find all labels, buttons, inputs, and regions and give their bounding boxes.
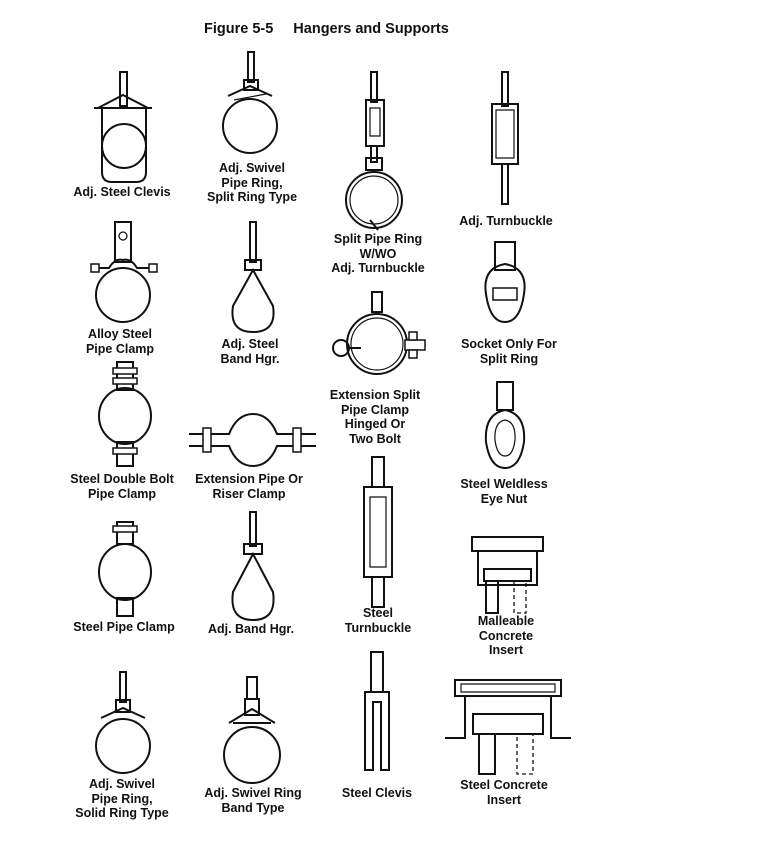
label-malleable-concrete-insert xyxy=(478,614,534,658)
label-line: Eye Nut xyxy=(480,491,528,506)
label-line: Adj. Swivel xyxy=(218,161,285,175)
label-line: Steel Weldless xyxy=(460,477,548,491)
adj-swivel-solid-ring-drawing xyxy=(93,670,153,780)
label-line: Solid Ring Type xyxy=(75,806,169,820)
label-line: Split Ring xyxy=(479,351,539,366)
label-line: Split Ring Type xyxy=(206,190,298,204)
label-line: Steel Pipe Clamp xyxy=(73,620,175,634)
label-line: Steel Double Bolt xyxy=(70,472,174,486)
adj-swivel-split-ring-drawing xyxy=(220,50,280,160)
label-line: Concrete xyxy=(478,628,534,643)
label-line: Socket Only For xyxy=(461,337,557,351)
extension-split-pipe-clamp-drawing xyxy=(325,290,430,390)
adj-swivel-ring-band-drawing xyxy=(223,675,283,790)
label-alloy-steel-pipe-clamp xyxy=(86,327,154,356)
label-split-pipe-ring xyxy=(331,232,425,276)
socket-split-ring-drawing xyxy=(480,240,530,325)
label-adj-steel-band-hgr xyxy=(220,337,279,366)
extension-riser-clamp-drawing xyxy=(185,410,320,470)
label-line: Riser Clamp xyxy=(212,486,286,501)
steel-pipe-clamp-drawing xyxy=(95,520,155,620)
label-line: Adj. Swivel Ring xyxy=(204,786,302,800)
adj-steel-clevis-drawing xyxy=(92,70,170,185)
adj-turnbuckle-drawing xyxy=(480,70,530,210)
label-line: Alloy Steel xyxy=(88,327,152,341)
label-line: Pipe Clamp xyxy=(85,341,155,356)
label-line: Steel Concrete xyxy=(460,778,548,792)
adj-band-hgr-drawing xyxy=(225,510,285,625)
label-line: Split Pipe Ring xyxy=(333,232,423,246)
label-line: Turnbuckle xyxy=(344,620,412,635)
figure-number: Figure 5-5 xyxy=(204,21,274,37)
label-line: Pipe Ring, xyxy=(221,175,283,190)
label-line: Insert xyxy=(488,643,524,657)
label-line: Pipe Ring, xyxy=(91,791,153,806)
label-adj-turnbuckle xyxy=(459,214,553,229)
label-steel-concrete-insert xyxy=(460,778,548,807)
steel-clevis-drawing xyxy=(355,650,400,775)
label-line: Pipe Clamp xyxy=(87,486,157,501)
label-line: Band Hgr. xyxy=(220,351,280,366)
label-line: Pipe Clamp xyxy=(340,402,410,417)
label-line: Extension Split xyxy=(329,388,421,402)
label-adj-swivel-solid-ring xyxy=(75,777,169,821)
label-adj-band-hgr xyxy=(208,622,294,637)
label-line: Adj. Band Hgr. xyxy=(207,622,295,636)
adj-steel-band-hgr-drawing xyxy=(225,220,285,340)
label-line: Extension Pipe Or xyxy=(195,472,303,486)
label-line: Steel xyxy=(363,606,393,620)
label-steel-double-bolt-clamp xyxy=(70,472,173,501)
label-steel-clevis xyxy=(342,786,412,801)
label-line: Band Type xyxy=(221,800,285,815)
label-line: Hinged Or xyxy=(344,417,406,431)
label-extension-riser-clamp xyxy=(195,472,303,501)
label-steel-weldless-eye-nut xyxy=(460,477,547,506)
label-adj-swivel-split-ring xyxy=(207,161,297,205)
label-line: Steel Clevis xyxy=(341,786,413,800)
label-line: Adj. Steel Clevis xyxy=(73,185,171,199)
steel-turnbuckle-drawing xyxy=(358,455,398,610)
label-extension-split-pipe-clamp xyxy=(330,388,420,446)
label-line: Adj. Turnbuckle xyxy=(331,261,425,275)
label-socket-split-ring xyxy=(461,337,557,366)
steel-weldless-eye-nut-drawing xyxy=(480,380,530,475)
figure-caption: Hangers and Supports xyxy=(293,21,449,37)
label-line: Two Bolt xyxy=(349,431,401,446)
label-line: Malleable xyxy=(477,614,535,628)
label-adj-swivel-ring-band xyxy=(204,786,301,815)
alloy-steel-pipe-clamp-drawing xyxy=(85,220,165,330)
label-adj-steel-clevis xyxy=(73,185,170,200)
label-line: Insert xyxy=(486,792,522,807)
label-line: Adj. Swivel xyxy=(89,777,155,791)
split-pipe-ring-turnbuckle-drawing xyxy=(340,70,410,230)
figure-title xyxy=(204,21,449,37)
label-line: W/WO xyxy=(359,246,397,261)
label-line: Adj. Steel xyxy=(221,337,279,351)
label-steel-pipe-clamp xyxy=(73,620,174,635)
steel-double-bolt-clamp-drawing xyxy=(95,360,155,470)
label-line: Adj. Turnbuckle xyxy=(459,214,553,228)
steel-concrete-insert-drawing xyxy=(443,678,573,778)
label-steel-turnbuckle xyxy=(345,606,411,635)
malleable-concrete-insert-drawing xyxy=(470,535,545,615)
